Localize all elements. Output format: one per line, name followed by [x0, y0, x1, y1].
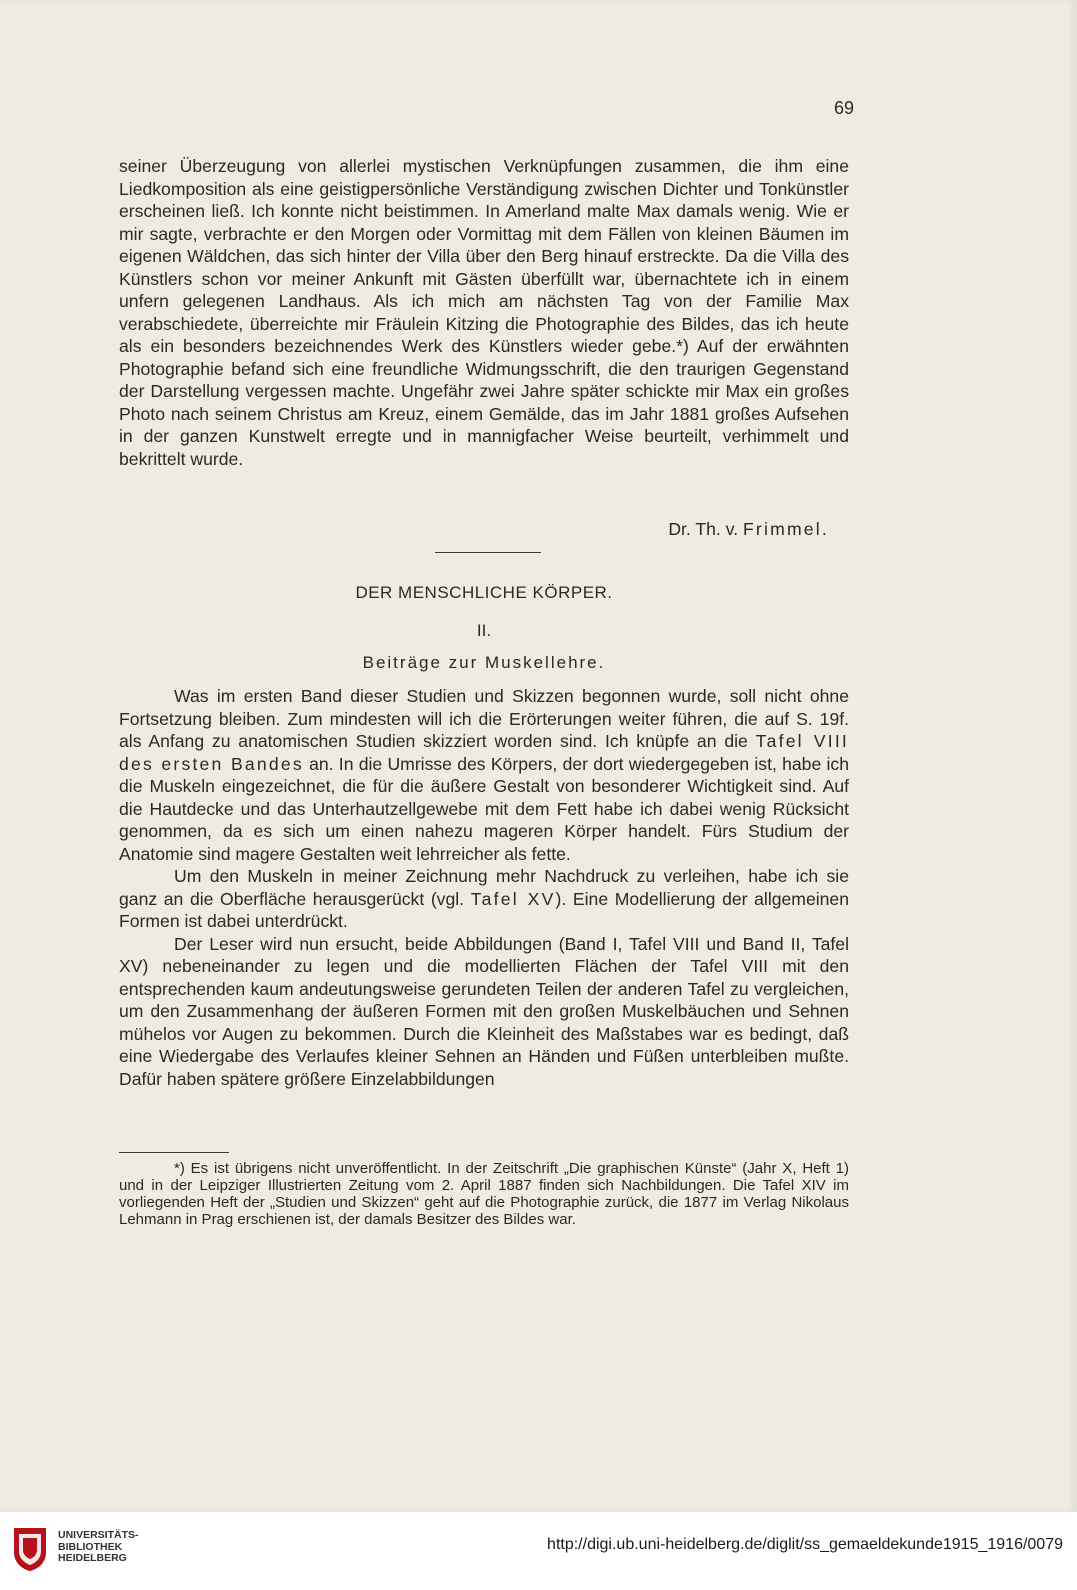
paragraph-3 [119, 865, 849, 933]
paragraph-3-part-a: Um den Muskeln in meiner Zeichnung mehr Nachdruck zu verleihen, habe ich sie ganz an die Oberfläche herausgerückt (vgl. [119, 866, 849, 909]
footnote: *) Es ist übrigens nicht unveröffentlicht. In der Zeitschrift „Die graphischen Künste“ (Jahr X, Heft 1) und in der Leipziger Illustrierten Zeitung vom 2. April 1887 finden sich Nachbildungen. Die Tafel XIV im vorliegenden Heft der „Studien und Skizzen“ geht auf die Photographie zurück, die 1877 im Verlag Nikolaus Lehmann in Prag erschienen ist, der damals Besitzer des Bildes war. [119, 1160, 849, 1228]
page-number: 69 [833, 98, 854, 118]
logo-line-3: HEIDELBERG [58, 1552, 127, 1564]
author-signature [119, 519, 829, 540]
paragraph-1 [119, 155, 849, 470]
signature-prefix: Dr. Th. v. [668, 519, 743, 539]
section-number: II. [476, 621, 492, 640]
paragraph-1-text: seiner Überzeugung von allerlei mystischen Verknüpfungen zusammen, die ihm eine Liedkomposition als eine geistigpersönliche Verständigung zwischen Dichter und Tonkünstler erscheinen ließ. Ich konnte nicht beistimmen. In Amerland malte Max damals wenig. Wie er mir sagte, verbrachte er den Morgen oder Vormittag mit dem Fällen von kleinen Bäumen im eigenen Wäldchen, das sich hinter der Villa über den Berg hinauf erstreckte. Da die Villa des Künstlers schon vor meiner Ankunft mit Gästen überfüllt war, übernachtete ich in einem unfern gelegenen Landhaus. Als ich mich am nächsten Tag von der Familie Max verabschiedete, überreichte mir Fräulein Kitzing die Photographie des Bildes, das ich heute als ein besonders bezeichnendes Werk des Künstlers wieder gebe.*) Auf der erwähnten Photographie befand sich eine freundliche Widmungsschrift, die den traurigen Gegenstand der Darstellung vergessen machte. Ungefähr zwei Jahre später schickte mir Max ein großes Photo nach seinem Christus am Kreuz, einem Gemälde, das im Jahr 1881 großes Aufsehen in der ganzen Kunstwelt erregte und in mannigfacher Weise beurteilt, verhimmelt und bekrittelt wurde. [119, 156, 849, 469]
footnote-divider [119, 1152, 229, 1153]
paragraph-2-part-a: Was im ersten Band dieser Studien und Skizzen begonnen wurde, soll nicht ohne Fortsetzung bleiben. Zum mindesten will ich die Erörterungen weiter führen, die auf S. 19f. als Anfang zu anatomischen Studien skizziert worden sind. Ich knüpfe an die [119, 686, 849, 751]
permalink-url[interactable]: http://digi.ub.uni-heidelberg.de/diglit/ss_gemaeldekunde1915_1916/0079 [547, 1536, 1063, 1553]
logo-line-2: BIBLIOTHEK [58, 1540, 123, 1553]
section-subtitle: Beiträge zur Muskellehre. [362, 653, 606, 672]
section-body [119, 685, 849, 1090]
library-logo-text [58, 1530, 139, 1565]
viewer-footer [0, 1512, 1077, 1590]
paragraph-2-emphasis: Tafel VIII des ersten Bandes [119, 731, 850, 774]
paragraph-4: Der Leser wird nun ersucht, beide Abbildungen (Band I, Tafel VIII und Band II, Tafel XV) nebeneinander zu legen und die modellierten Flächen der Tafel VIII mit den entsprechenden kaum andeutungsweise gerundeten Teilen der anderen Tafel zu vergleichen, um den Zusammenhang der äußeren Formen mit den großen Muskelbäuchen und Sehnen mühelos vor Augen zu bekommen. Durch die Kleinheit des Maßstabes war es bedingt, daß eine Wiedergabe des Verlaufes kleiner Sehnen an Händen und Füßen unterbleiben mußte. Dafür haben spätere größere Einzelabbildungen [119, 933, 849, 1089]
paragraph-3-emphasis: Tafel XV [470, 888, 556, 909]
section-divider [435, 552, 541, 553]
university-seal-icon [12, 1526, 48, 1572]
logo-line-1: UNIVERSITÄTS- [58, 1529, 139, 1541]
paragraph-3-part-b: ). Eine Modellierung der allgemeinen Formen ist dabei unterdrückt. [119, 888, 850, 931]
section-title: DER MENSCHLICHE KÖRPER. [355, 583, 613, 602]
signature-name: Frimmel. [742, 519, 829, 539]
paragraph-2-part-b: an. In die Umrisse des Körpers, der dort wiedergegeben ist, habe ich die Muskeln eingezeichnet, die für die äußere Gestalt von besonderer Wichtigkeit sind. Auf die Hautdecke und das Unterhautzellgewebe mit dem Fett habe ich dabei wenig Rücksicht genommen, da es sich um einen nahezu mageren Körper handelt. Fürs Studium der Anatomie sind magere Gestalten weit lehrreicher als fette. [119, 753, 849, 864]
paragraph-2 [119, 685, 849, 865]
